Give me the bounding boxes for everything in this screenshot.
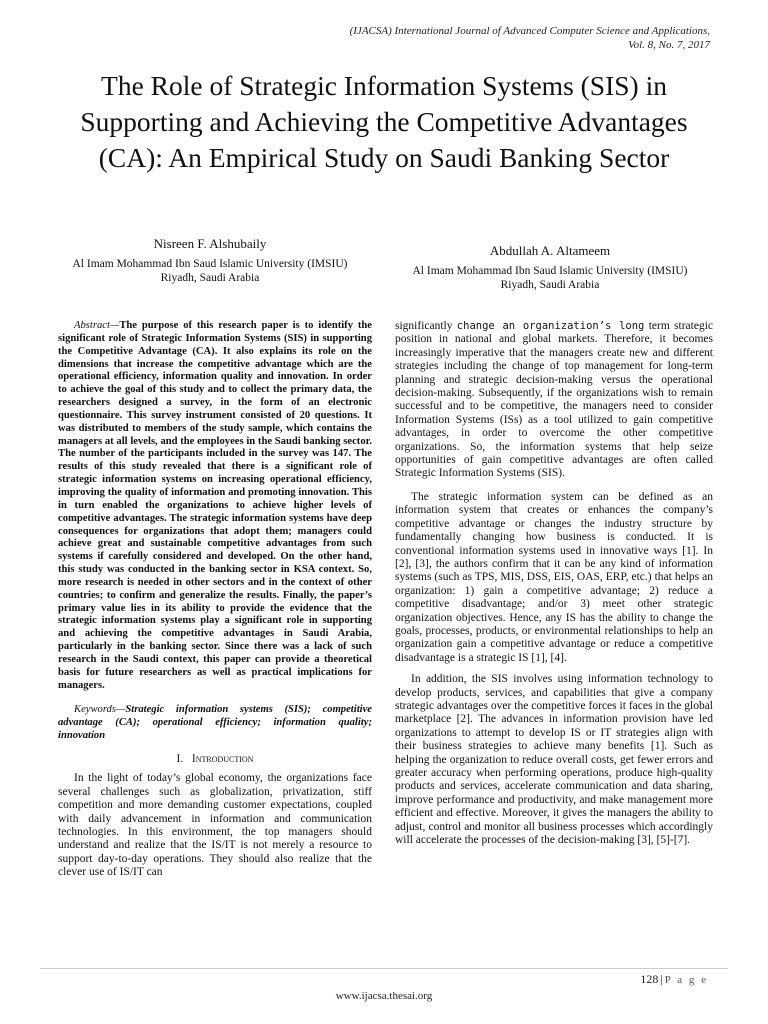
author-block-1 [60, 236, 360, 285]
intro-paragraph-4: In addition, the SIS involves using information technology to develop products, services, and capabilities that give a company strategic advantages over the competitive forces it faces in the global marketplace [2]. The advances in information provision have led organizations to attempt to develop IS or IT strategies align with their business strategies to achieve many benefits [1]. Such as helping the organization to reduce overall costs, get fewer errors and greater accuracy when performing operations, produce high-quality products and services, accelerate communication and data sharing, improve performance and productivity, and make management more efficient and effective. Moreover, it gives the managers the ability to adjust, control and monitor all business processes which accordingly will accelerate the processes of the decision-making [3], [5]-[7]. [395, 673, 713, 847]
right-column [395, 320, 713, 847]
paragraph-start: significantly [395, 320, 453, 332]
paragraph-rest: term strategic position in national and global markets. Therefore, it becomes increasingly imperative that the managers create new and different strategies including the change of top management for long-term planning and strategic decision-making versus the operational decision-making. Subsequently, if the organizations wish to remain successful and to be competitive, the managers need to consider Information Systems (ISs) as a tool utilized to gain competitive advantages, in order to overcome the other competitive organizations. So, the information systems that help seize opportunities of gain competitive advantages are often called Strategic Information Systems (SIS). [395, 320, 714, 480]
keywords-label: Keywords— [74, 704, 126, 716]
page-number [640, 972, 708, 987]
footer-divider [40, 968, 728, 969]
intro-paragraph-2 [395, 320, 713, 481]
author-affiliation: Al Imam Mohammad Ibn Saud Islamic University (IMSIU) [412, 265, 688, 277]
intro-paragraph-3: The strategic information system can be defined as an information system that creates or enhances the company’s competitive advantage or changes the industry structure by fundamentally changing how business is conducted. It is conventional information systems used in innovative ways [1]. In [2], [3], the authors confirm that it can be any kind of information systems (such as TPS, MIS, DSS, EIS, OAS, ERP, etc.) that helps an organization: 1) gain a competitive advantage; 2) reduce a competitive disadvantage; and/or 3) meet other strategic organization objectives. Hence, any IS has the ability to change the goals, processes, products, or environmental relationships to help an organization gain a competitive advantage or reduce a competitive disadvantage is a strategic IS [1], [4]. [395, 490, 713, 664]
page-number-pipe: | [660, 972, 663, 986]
section-number: I. [176, 753, 184, 765]
author-location: Riyadh, Saudi Arabia [500, 279, 600, 291]
author-name: Abdullah A. Altameem [489, 243, 611, 258]
journal-volume: Vol. 8, No. 7, 2017 [628, 39, 710, 51]
page-label: P a g e [664, 974, 708, 986]
abstract-label: Abstract— [74, 320, 120, 331]
author-affiliation: Al Imam Mohammad Ibn Saud Islamic University (IMSIU) [72, 258, 348, 270]
author-location: Riyadh, Saudi Arabia [160, 272, 260, 284]
abstract-text: The purpose of this research paper is to identify the significant role of Strategic Information Systems (SIS) in supporting the Competitive Advantage (CA). It also explains its role on the dimensions that increase the competitive advantage which are the operational efficiency, information quality and innovation. In order to achieve the goal of this study and to collect the primary data, the researchers designed a survey, in the form of an electronic questionnaire. This survey instrument consisted of 20 questions. It was distributed to members of the study sample, which contains the managers at all levels, and the employees in the Saudi banking sector. The number of the participants included in the survey was 147. The results of this study revealed that there is a significant role of strategic information systems on increasing operational efficiency, improving the quality of information and promoting innovation. This in turn enabled the organizations to achieve higher levels of competitive advantages. The strategic information systems have deep consequences for organizations that adopt them; managers could achieve great and sustainable competitive advantages from such systems if carefully considered and developed. On the other hand, this study was conducted in the banking sector in KSA context. So, more research is needed in other sectors and in the context of other countries; to confirm and generalize the results. Finally, the paper’s primary value lies in its ability to provide the evidence that the strategic information systems play a significant role in supporting and achieving the competitive advantages in Saudi Arabia, particularly in the banking sector. Since there was a lack of such research in the Saudi context, this paper can provide a theoretical basis for future researchers as well as practical implications for managers. [58, 320, 372, 691]
footer-url: www.ijacsa.thesai.org [335, 990, 433, 1002]
keywords [58, 704, 372, 743]
keywords-text: Strategic information systems (SIS); competitive advantage (CA); operational efficiency; information quality; innovation [58, 704, 372, 742]
left-column [58, 320, 372, 880]
section-heading-introduction [58, 753, 372, 766]
journal-header [350, 24, 710, 52]
paper-title: The Role of Strategic Information Systems (SIS) in Supporting and Achieving the Competitive Advantages (CA): An Empirical Study on Saudi Banking Sector [80, 70, 688, 173]
intro-paragraph-1: In the light of today’s global economy, the organizations face several challenges such as globalization, privatization, stiff competition and more demanding customer expectations, coupled with daily advancement in information and communication technologies. In this environment, the top managers should understand and realize that the IS/IT is not merely a resource to support day-to-day operations. They should also realize that the clever use of IS/IT can [58, 772, 372, 879]
section-title: Introduction [191, 753, 254, 765]
author-block-2 [400, 243, 700, 292]
journal-name: (IJACSA) International Journal of Advanced Computer Science and Applications, [349, 25, 710, 37]
author-name: Nisreen F. Alshubaily [153, 236, 267, 251]
mono-phrase: change an organization’s long [456, 320, 645, 332]
page-number-value: 128 [640, 972, 659, 986]
abstract [58, 320, 372, 692]
